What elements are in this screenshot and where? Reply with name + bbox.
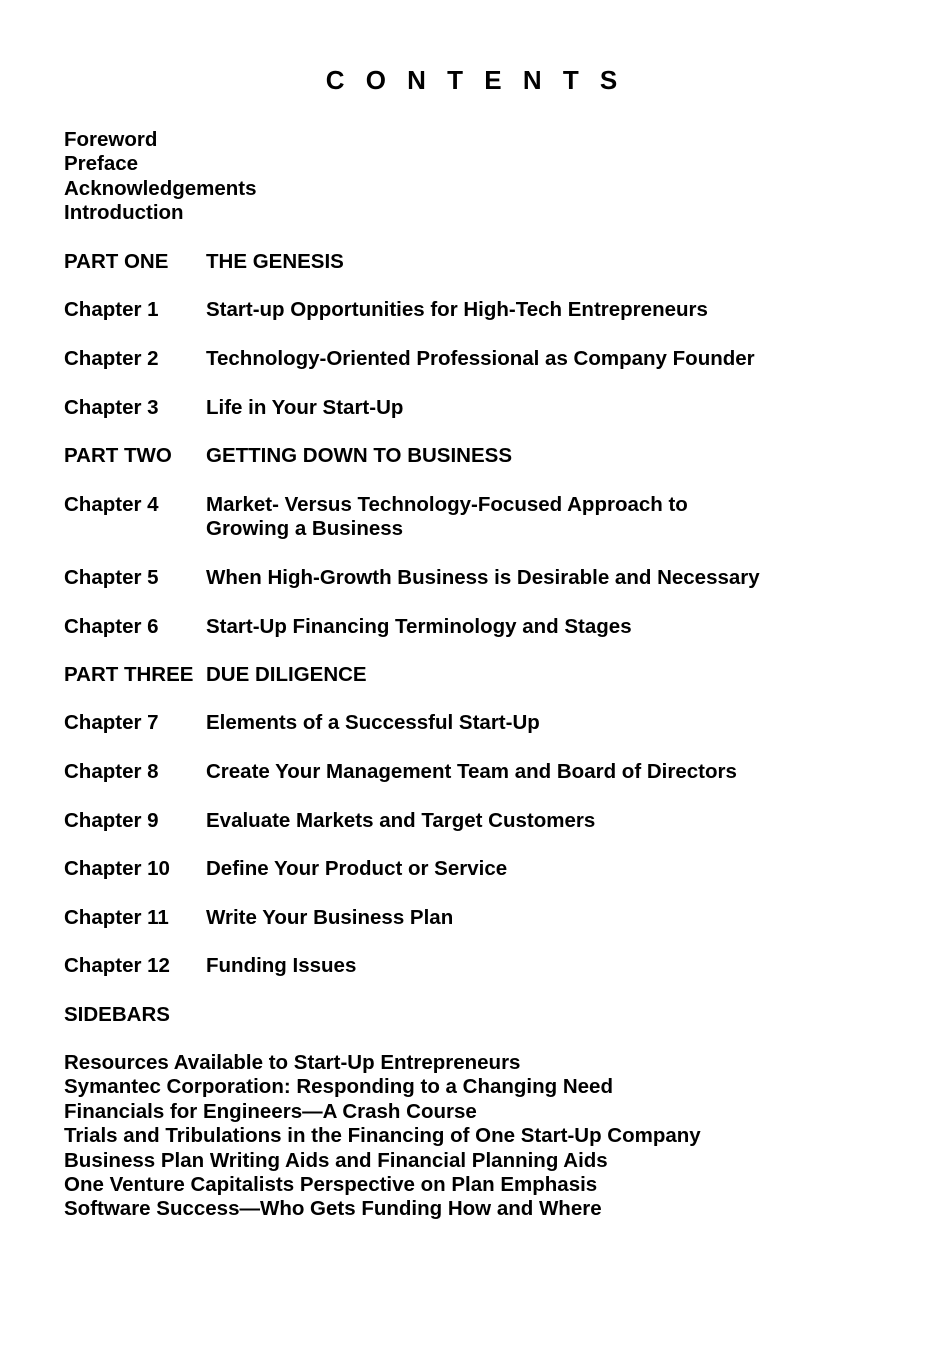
toc-title: Start-Up Financing Terminology and Stages <box>206 615 632 638</box>
sidebar-item: Resources Available to Start-Up Entrepreneurs <box>64 1051 521 1074</box>
toc-label: Chapter 4 <box>64 493 159 516</box>
sidebars-list <box>64 1051 701 1222</box>
toc-title <box>206 493 856 542</box>
front-matter-list <box>64 128 257 226</box>
toc-label: Chapter 8 <box>64 760 159 783</box>
toc-label: Chapter 2 <box>64 347 159 370</box>
toc-label: Chapter 3 <box>64 396 159 419</box>
page-title: C O N T E N T S <box>325 65 625 95</box>
toc-title: Create Your Management Team and Board of Directors <box>206 760 737 783</box>
sidebar-item: Financials for Engineers—A Crash Course <box>64 1099 477 1123</box>
toc-title: Life in Your Start-Up <box>206 396 404 419</box>
sidebars-heading: SIDEBARS <box>64 1003 170 1026</box>
toc-title-line: Market- Versus Technology-Focused Approach to <box>206 493 688 516</box>
toc-label: PART TWO <box>64 444 172 467</box>
toc-title: When High-Growth Business is Desirable and Necessary <box>206 566 760 589</box>
sidebar-item: Trials and Tribulations in the Financing of One Start-Up Company <box>64 1124 701 1148</box>
toc-label: Chapter 10 <box>64 857 170 880</box>
toc-label: PART THREE <box>64 663 194 686</box>
front-matter-item: Preface <box>64 152 139 176</box>
toc-title: Define Your Product or Service <box>206 857 508 880</box>
toc-label: Chapter 12 <box>64 954 170 977</box>
toc-label: Chapter 7 <box>64 711 159 734</box>
toc-label: Chapter 9 <box>64 809 159 832</box>
sidebar-item: Symantec Corporation: Responding to a Changing Need <box>64 1075 613 1099</box>
toc-title: Technology-Oriented Professional as Company Founder <box>206 347 755 370</box>
toc-title: Write Your Business Plan <box>206 906 454 929</box>
sidebar-item: Business Plan Writing Aids and Financial Planning Aids <box>64 1148 608 1172</box>
toc-label: Chapter 6 <box>64 615 159 638</box>
front-matter-item: Acknowledgements <box>64 176 257 200</box>
toc-title: GETTING DOWN TO BUSINESS <box>206 444 512 467</box>
toc-title: Evaluate Markets and Target Customers <box>206 809 596 832</box>
toc-label: Chapter 5 <box>64 566 159 589</box>
toc-label: Chapter 11 <box>64 906 169 929</box>
front-matter-item: Foreword <box>64 128 158 151</box>
toc-title: Start-up Opportunities for High-Tech Entrepreneurs <box>206 298 708 321</box>
toc-title: DUE DILIGENCE <box>206 663 367 686</box>
toc-title: Funding Issues <box>206 954 357 977</box>
sidebar-item: One Venture Capitalists Perspective on Plan Emphasis <box>64 1173 598 1197</box>
toc-title: THE GENESIS <box>206 250 344 273</box>
sidebar-item: Software Success—Who Gets Funding How and Where <box>64 1197 602 1221</box>
toc-title: Elements of a Successful Start-Up <box>206 711 540 734</box>
toc-label: PART ONE <box>64 250 169 273</box>
front-matter-item: Introduction <box>64 201 184 225</box>
toc-label: Chapter 1 <box>64 298 159 321</box>
toc-title-line: Growing a Business <box>206 517 404 541</box>
